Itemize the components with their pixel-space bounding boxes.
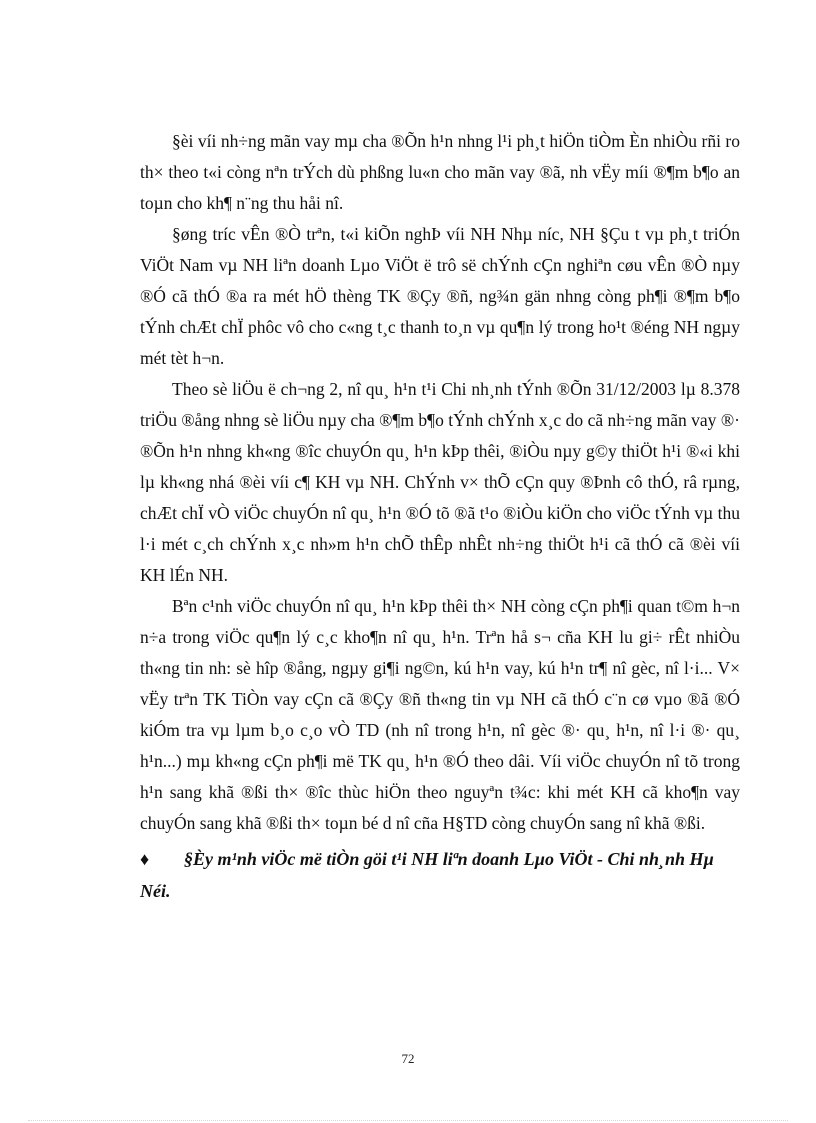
page-bottom-divider — [28, 1120, 788, 1121]
document-body — [140, 126, 740, 907]
paragraph-3: Theo sè liÖu ë ch¬ng 2, nî qu¸ h¹n t¹i Chi nh¸nh tÝnh ®Õn 31/12/2003 lµ 8.378 triÖu ®ång nhng sè liÖu nµy cha ®¶m b¶o tÝnh chÝnh x¸c do cã nh÷ng mãn vay ®· ®Õn h¹n nhng kh«ng ®îc chuyÓn qu¸ h¹n kÞp thêi, ®iÒu nµy g©y thiÖt h¹i ®«i khi lµ kh«ng nhá ®èi víi c¶ KH vµ NH. ChÝnh v× thÕ cÇn quy ®Þnh cô thÓ, râ rµng, chÆt chÏ vÒ viÖc chuyÓn nî qu¸ h¹n ®Ó tõ ®ã t¹o ®iÒu kiÖn cho viÖc tÝnh vµ thu l·i mét c¸ch chÝnh x¸c nh»m h¹n chÕ thÊp nhÊt nh÷ng thiÖt h¹i cã thÓ cã ®èi víi KH lÉn NH. — [140, 379, 740, 585]
page-number: 72 — [401, 1051, 415, 1066]
paragraph-4: Bªn c¹nh viÖc chuyÓn nî qu¸ h¹n kÞp thêi th× NH còng cÇn ph¶i quan t©m h¬n n÷a trong viÖc qu¶n lý c¸c kho¶n nî qu¸ h¹n. Trªn hå s¬ cña KH lu gi÷ rÊt nhiÒu th«ng tin nh: sè hîp ®ång, ngµy gi¶i ng©n, kú h¹n vay, kú h¹n tr¶ nî gèc, nî l·i... V× vËy trªn TK TiÒn vay cÇn cã ®Çy ®ñ th«ng tin vµ NH cã thÓ c¨n cø vµo ®ã ®Ó kiÓm tra vµ lµm b¸o c¸o vÒ TD (nh nî trong h¹n, nî gèc ®· qu¸ h¹n, nî l·i ®· qu¸ h¹n...) mµ kh«ng cÇn ph¶i më TK qu¸ h¹n ®Ó theo dâi. Víi viÖc chuyÓn nî tõ trong h¹n sang khã ®ßi th× ®îc thùc hiÖn theo nguyªn t¾c: khi mét KH cã kho¶n vay chuyÓn sang khã ®ßi th× toµn bé d nî cña H§TD còng chuyÓn sang nî khã ®ßi. — [140, 596, 740, 833]
section-heading-text: §Èy m¹nh viÖc më tiÒn göi t¹i NH liªn doanh Lµo ViÖt - Chi nh¸nh Hµ Néi. — [140, 849, 714, 901]
paragraph-1: §èi víi nh÷ng mãn vay mµ cha ®Õn h¹n nhng l¹i ph¸t hiÖn tiÒm Èn nhiÒu rñi ro th× theo t«i còng nªn trÝch dù phßng lu«n cho mãn vay ®ã, nh vËy míi ®¶m b¶o an toµn cho kh¶ n¨ng thu håi nî. — [140, 131, 740, 213]
paragraph-2: §øng tríc vÊn ®Ò trªn, t«i kiÕn nghÞ víi NH Nhµ níc, NH §Çu t vµ ph¸t triÓn ViÖt Nam vµ NH liªn doanh Lµo ViÖt ë trô së chÝnh cÇn nghiªn cøu vÊn ®Ò nµy ®Ó cã thÓ ®a ra mét hÖ thèng TK ®Çy ®ñ, ng¾n gän nhng còng ph¶i ®¶m b¶o tÝnh chÆt chÏ phôc vô cho c«ng t¸c thanh to¸n vµ qu¶n lý trong ho¹t ®éng NH ngµy mét tèt h¬n. — [140, 224, 740, 368]
diamond-bullet-icon: ♦ — [140, 849, 150, 869]
section-heading — [140, 843, 740, 907]
